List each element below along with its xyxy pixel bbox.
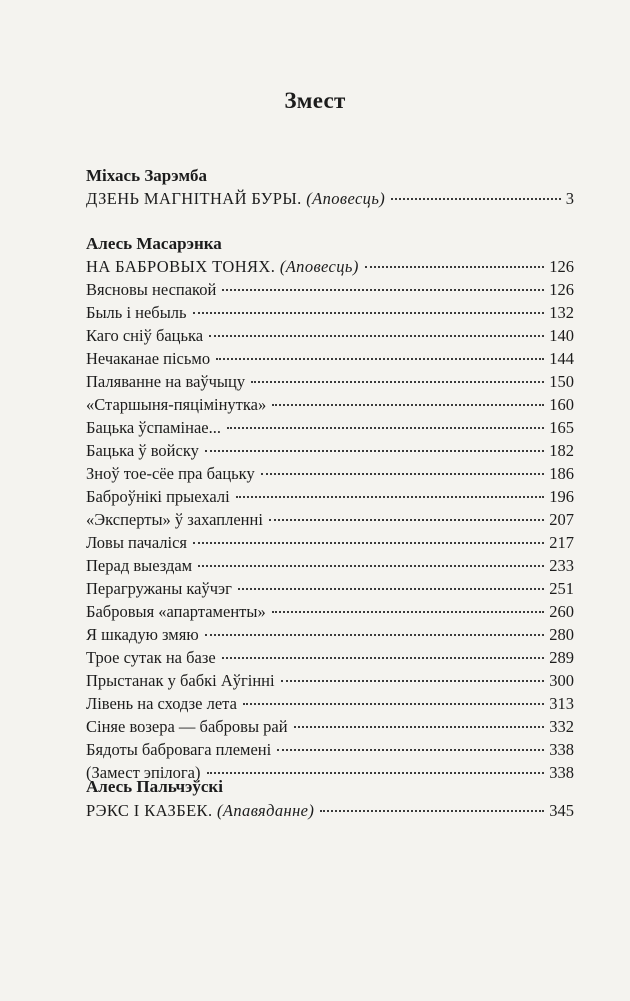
entry-title: Сіняе возера — бабровы рай <box>86 717 288 736</box>
page-number: 233 <box>549 556 574 575</box>
dot-leader <box>205 450 544 452</box>
toc-entry[interactable] <box>86 188 574 210</box>
dot-leader <box>205 634 545 636</box>
dot-leader <box>277 749 544 751</box>
entry-title: Бядоты бабровага племені <box>86 740 272 759</box>
page-number: 338 <box>549 763 574 782</box>
page-number: 3 <box>565 189 574 208</box>
dot-leader <box>209 335 544 337</box>
dot-leader <box>227 427 544 429</box>
page-number: 251 <box>549 579 574 598</box>
entry-title: Нечаканае пісьмо <box>86 349 211 368</box>
toc-entry[interactable] <box>86 555 574 577</box>
entry-title: Бабpоўнікі прыехалі <box>86 487 230 506</box>
author-heading: Алесь Масарэнка <box>86 234 222 253</box>
dot-leader <box>272 611 545 613</box>
toc-entry[interactable] <box>86 716 574 738</box>
toc-entry[interactable] <box>86 601 574 623</box>
entry-title: Паляванне на ваўчыцу <box>86 372 246 391</box>
entry-title: ДЗЕНЬ МАГНІТНАЙ БУРЫ. (Аповесць) <box>86 189 386 208</box>
dot-leader <box>236 496 545 498</box>
page-number: 150 <box>549 372 574 391</box>
toc-entry[interactable] <box>86 578 574 600</box>
dot-leader <box>193 312 545 314</box>
entry-genre: (Аповесць) <box>306 189 386 208</box>
page-number: 126 <box>549 280 574 299</box>
author-heading: Міхась Зарэмба <box>86 166 208 185</box>
page-number: 165 <box>549 418 574 437</box>
toc-entry[interactable] <box>86 256 574 278</box>
page-number: 300 <box>549 671 574 690</box>
page-number: 160 <box>549 395 574 414</box>
entry-title: Перагружаны каўчэг <box>86 579 232 598</box>
entry-title: НА БАБРОВЫХ ТОНЯХ. (Аповесць) <box>86 257 359 276</box>
entry-title: Я шкадую змяю <box>86 625 199 644</box>
entry-title: Зноў тое-сёе пра бацьку <box>86 464 255 483</box>
entry-title: Бацька ўспамінае... <box>86 418 221 437</box>
page-number: 144 <box>549 349 574 368</box>
dot-leader <box>251 381 544 383</box>
entry-title: Перад выездам <box>86 556 193 575</box>
entry-title: Быль і небыль <box>86 303 187 322</box>
entry-title: РЭКС І КАЗБЕК. (Апавяданне) <box>86 801 315 820</box>
dot-leader <box>198 565 544 567</box>
page-number: 207 <box>549 510 574 529</box>
toc-entry[interactable] <box>86 463 574 485</box>
page-number: 338 <box>549 740 574 759</box>
dot-leader <box>216 358 544 360</box>
dot-leader <box>207 772 545 774</box>
dot-leader <box>238 588 544 590</box>
dot-leader <box>261 473 545 475</box>
entry-title: Вясновы неспакой <box>86 280 217 299</box>
toc-entry[interactable] <box>86 739 574 761</box>
dot-leader <box>281 680 545 682</box>
entry-title: Прыстанак у бабкі Аўгінні <box>86 671 275 690</box>
dot-leader <box>193 542 544 544</box>
author-heading: Алесь Пальчэўскі <box>86 777 223 796</box>
toc-entry[interactable] <box>86 440 574 462</box>
entry-title: Бацька ў войску <box>86 441 199 460</box>
entry-title: «Эксперты» ў захапленні <box>86 510 263 529</box>
page-number: 217 <box>549 533 574 552</box>
toc-entry[interactable] <box>86 279 574 301</box>
toc-entry[interactable] <box>86 371 574 393</box>
entry-title: Лівень на сходзе лета <box>86 694 237 713</box>
entry-title: «Старшыня-пяцімінутка» <box>86 395 267 414</box>
entry-title: Каго сніў бацька <box>86 326 204 345</box>
toc-entry[interactable] <box>86 647 574 669</box>
page-title: Змест <box>284 88 346 113</box>
page-number: 345 <box>549 801 574 820</box>
dot-leader <box>391 198 561 200</box>
toc-entry[interactable] <box>86 670 574 692</box>
dot-leader <box>243 703 544 705</box>
entry-title: Трое сутак на базе <box>86 648 216 667</box>
entry-title: (Замест эпілога) <box>86 763 201 782</box>
dot-leader <box>365 266 545 268</box>
page-number: 313 <box>549 694 574 713</box>
entry-genre: (Апавяданне) <box>217 801 315 820</box>
toc-entry[interactable] <box>86 348 574 370</box>
dot-leader <box>272 404 544 406</box>
dot-leader <box>320 810 544 812</box>
toc-entry[interactable] <box>86 693 574 715</box>
toc-entry[interactable] <box>86 800 574 822</box>
page-number: 186 <box>549 464 574 483</box>
toc-entry[interactable] <box>86 509 574 531</box>
toc-entry[interactable] <box>86 325 574 347</box>
dot-leader <box>294 726 545 728</box>
toc-entry[interactable] <box>86 624 574 646</box>
toc-entry[interactable] <box>86 486 574 508</box>
entry-title: Ловы пачаліся <box>86 533 188 552</box>
page-number: 260 <box>549 602 574 621</box>
page-number: 182 <box>549 441 574 460</box>
page-number: 140 <box>549 326 574 345</box>
page-number: 126 <box>549 257 574 276</box>
page-number: 280 <box>549 625 574 644</box>
entry-genre: (Аповесць) <box>279 257 359 276</box>
page-number: 132 <box>549 303 574 322</box>
page-number: 289 <box>549 648 574 667</box>
toc-entry[interactable] <box>86 532 574 554</box>
entry-title: Бабровыя «апартаменты» <box>86 602 266 621</box>
page-number: 332 <box>549 717 574 736</box>
page-number: 196 <box>549 487 574 506</box>
toc-entry[interactable] <box>86 302 574 324</box>
toc-entry[interactable] <box>86 394 574 416</box>
toc-entry[interactable] <box>86 417 574 439</box>
dot-leader <box>222 289 544 291</box>
dot-leader <box>269 519 544 521</box>
dot-leader <box>222 657 545 659</box>
